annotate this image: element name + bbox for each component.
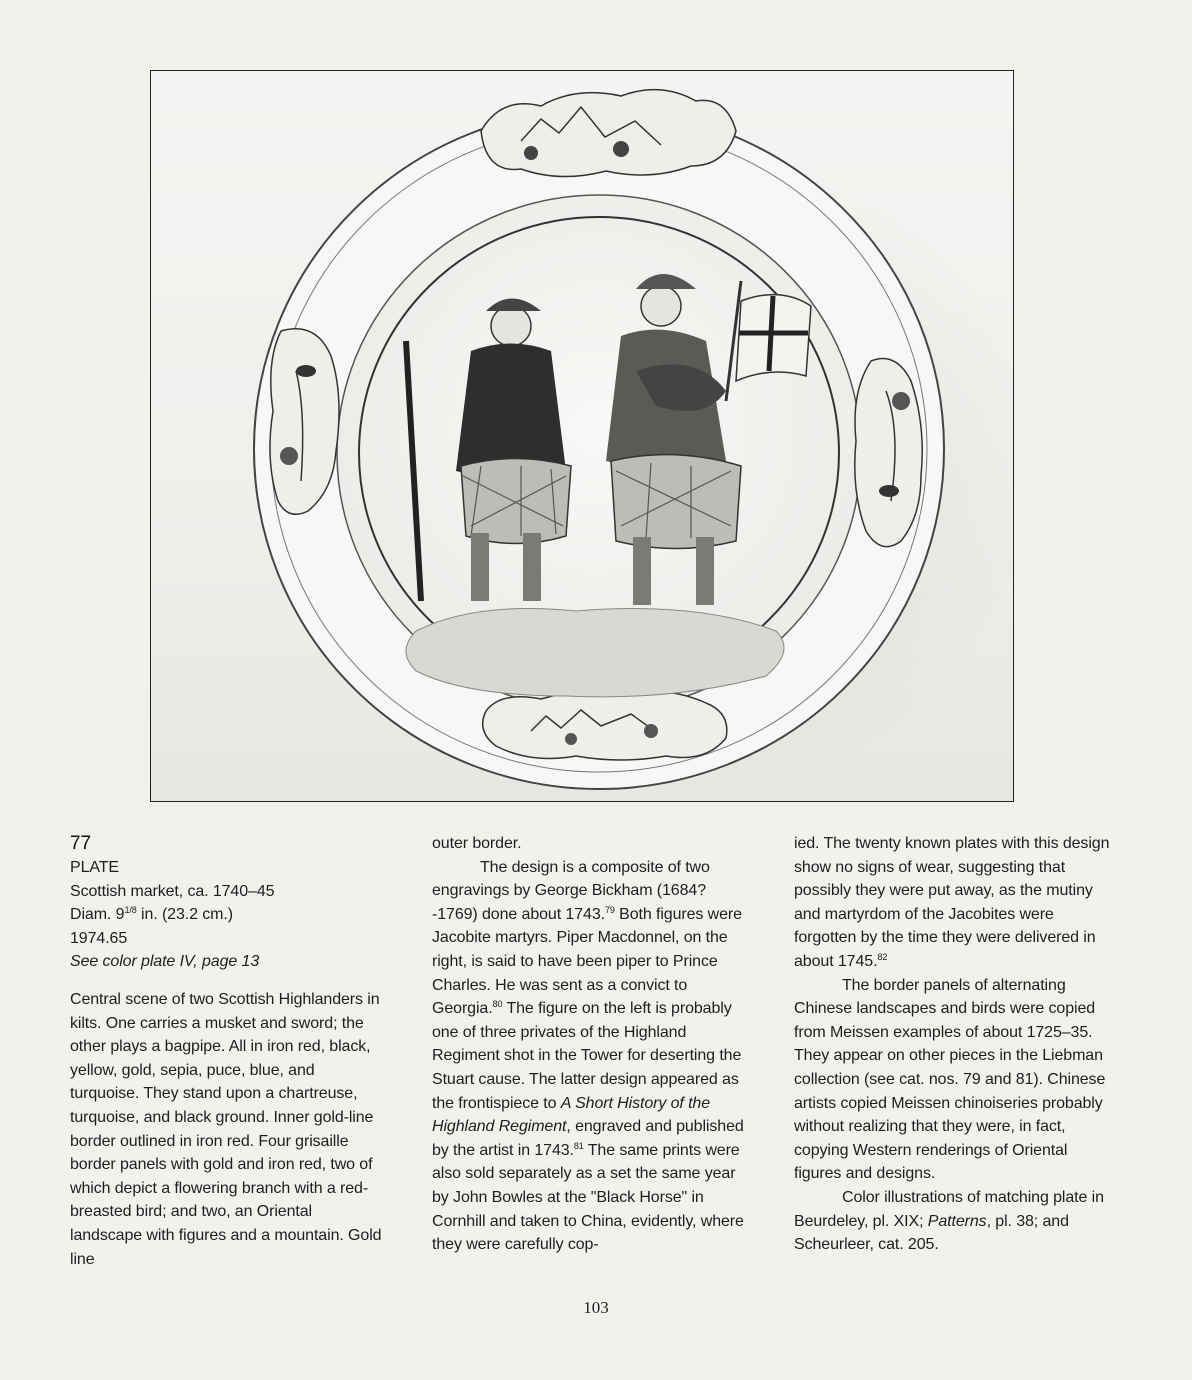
book-title: A Short History of the Highland Regiment bbox=[432, 1094, 711, 1136]
p2-text-d: , engraved and published by the artist in 1743. bbox=[432, 1118, 744, 1159]
dimensions-suffix: in. (23.2 cm.) bbox=[136, 906, 233, 924]
footnote-80: 80 bbox=[492, 999, 503, 1010]
plate-photograph bbox=[150, 70, 1014, 802]
object-description: Central scene of two Scottish Highlanders in kilts. One carries a musket and sword; the other plays a bagpipe. All in iron red, black, yellow, gold, sepia, puce, blue, and turquoise. They stand upon a chartreuse, turquoise, and black ground. Inner gold-line border outlined in iron red. Four grisaille border panels with gold and iron red, two of which depict a flowering branch with a red-breasted bird; and two, an Oriental landscape with figures and a mountain. Gold line bbox=[70, 990, 382, 1268]
border-panels-paragraph: The border panels of alternating Chinese landscapes and birds were copied from Meissen examples of about 1725–35. They appear on other pieces in the Liebman collection (see cat. nos. 79 and 81). Chinese artists copied Meissen chinoiseries probably without realizing that they were, in fact, copying Western renderings of Oriental figures and designs. bbox=[794, 976, 1106, 1183]
column-3 bbox=[794, 832, 1112, 1257]
patterns-title: Patterns bbox=[927, 1212, 987, 1230]
p1-text: ied. The twenty known plates with this design show no signs of wear, suggesting that possibly they were put away, as the mutiny and martyrdom of the Jacobites were forgotten by the time they were delivered in about 1745. bbox=[794, 835, 1110, 970]
catalog-number: 77 bbox=[70, 833, 91, 854]
accession-number: 1974.65 bbox=[70, 929, 128, 947]
dimensions bbox=[70, 903, 388, 927]
column-2-continuation: outer border. bbox=[432, 835, 522, 852]
dimensions-fraction: 1/8 bbox=[124, 905, 137, 916]
origin-date: Scottish market, ca. 1740–45 bbox=[70, 882, 275, 900]
border-panel-right-bird bbox=[855, 359, 923, 547]
plate-illustration bbox=[151, 71, 1014, 802]
p2-text-b: Both figures were Jacobite martyrs. Piper Macdonnel, on the right, is said to have been piper to Prince Charles. He was sent as a convict to Georgia. bbox=[432, 905, 742, 1018]
column-1 bbox=[70, 832, 388, 1271]
page-number: 103 bbox=[583, 1298, 609, 1317]
footnote-79: 79 bbox=[604, 904, 615, 915]
border-panel-bottom-landscape bbox=[483, 691, 727, 760]
color-plate-reference-text: See color plate IV, page 13 bbox=[70, 953, 260, 971]
ground-scene bbox=[406, 609, 784, 697]
p2-text-c: The figure on the left is probably one of three privates of the Highland Regiment shot in the Tower for deserting the Stuart cause. The latter design appeared as the frontispiece to bbox=[432, 1000, 742, 1112]
object-type: PLATE bbox=[70, 859, 120, 876]
column-2 bbox=[432, 832, 750, 1257]
footnote-82: 82 bbox=[877, 951, 888, 962]
p3-text-b: , pl. 38; and Scheurleer, cat. 205. bbox=[794, 1212, 1069, 1254]
dimensions-prefix: Diam. 9 bbox=[70, 906, 125, 924]
p2-text-e: The same prints were also sold separately as a set the same year by John Bowles at the "Black Horse" in Cornhill and taken to China, evidently, where they were carefully cop- bbox=[432, 1141, 744, 1254]
border-panel-top-landscape bbox=[481, 90, 736, 177]
color-illustrations-paragraph bbox=[794, 1186, 1112, 1257]
p3-text-a: Color illustrations of matching plate in Beurdeley, pl. XIX; bbox=[794, 1188, 1104, 1230]
color-plate-reference bbox=[70, 950, 388, 974]
p2-text-a: The design is a composite of two engravings by George Bickham (1684?-1769) done about 1743. bbox=[432, 858, 710, 923]
plates-condition-paragraph bbox=[794, 832, 1112, 974]
design-history-paragraph bbox=[432, 856, 750, 1257]
footnote-81: 81 bbox=[573, 1140, 584, 1151]
